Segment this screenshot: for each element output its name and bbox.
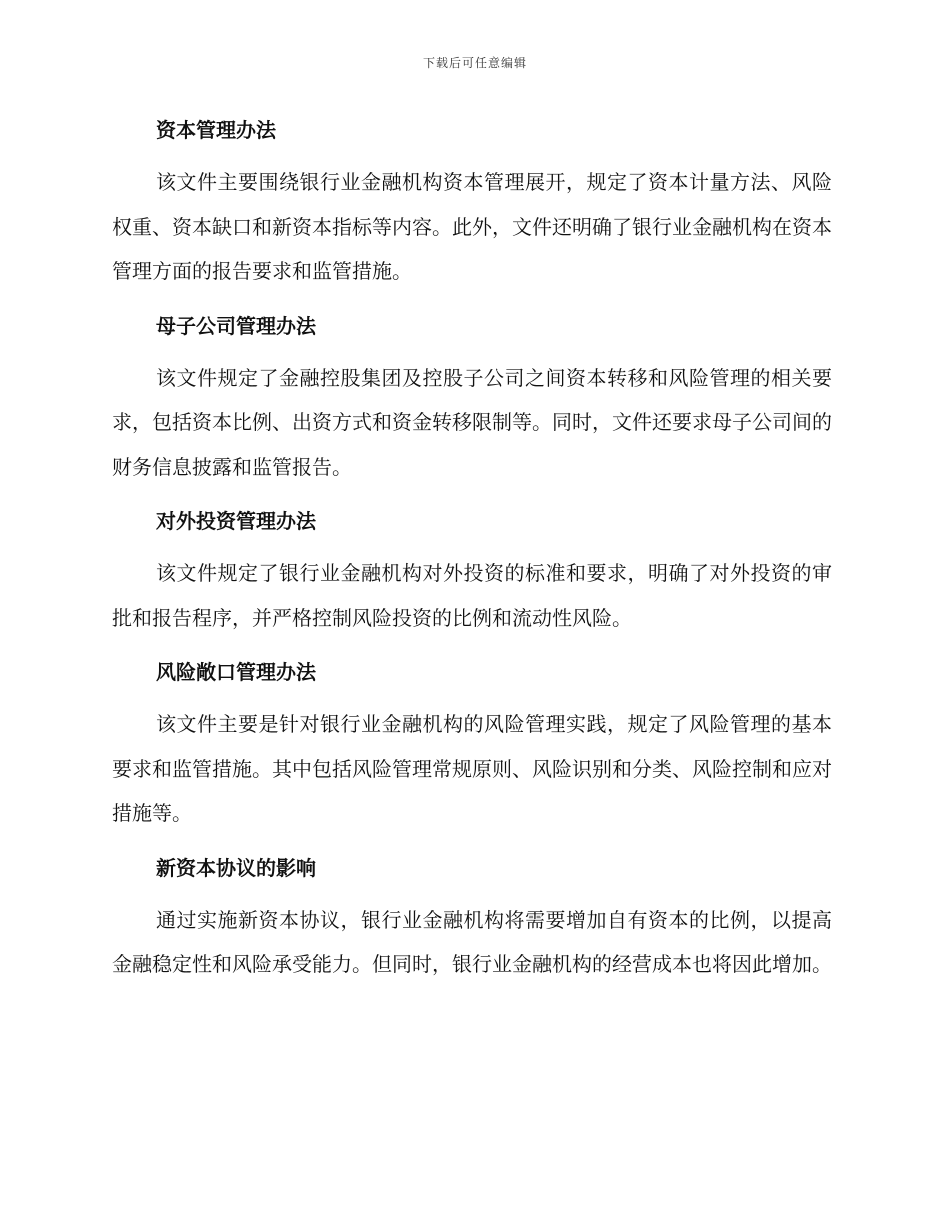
section-paragraph: 该文件规定了金融控股集团及控股子公司之间资本转移和风险管理的相关要求，包括资本比例、出资方式和资金转移限制等。同时，文件还要求母子公司间的财务信息披露和监管报告。 — [112, 365, 832, 479]
section-risk-exposure-management — [112, 650, 832, 836]
section-paragraph: 该文件主要围绕银行业金融机构资本管理展开，规定了资本计量方法、风险权重、资本缺口和新资本指标等内容。此外，文件还明确了银行业金融机构在资本管理方面的报告要求和监管措施。 — [112, 170, 832, 283]
section-external-investment-management — [112, 499, 832, 640]
section-paragraph: 通过实施新资本协议，银行业金融机构将需要增加自有资本的比例，以提高金融稳定性和风险承受能力。但同时，银行业金融机构的经营成本也将因此增加。 — [112, 907, 832, 976]
document-body — [112, 108, 832, 997]
section-heading: 风险敞口管理办法 — [156, 660, 316, 684]
section-capital-management — [112, 108, 832, 294]
section-paragraph: 该文件主要是针对银行业金融机构的风险管理实践，规定了风险管理的基本要求和监管措施。其中包括风险管理常规原则、风险识别和分类、风险控制和应对措施等。 — [112, 712, 832, 825]
section-heading: 对外投资管理办法 — [156, 509, 316, 533]
section-heading: 新资本协议的影响 — [156, 855, 316, 880]
page-header: 下载后可任意编辑 — [422, 56, 527, 70]
section-paragraph: 该文件规定了银行业金融机构对外投资的标准和要求，明确了对外投资的审批和报告程序，并严格控制风险投资的比例和流动性风险。 — [112, 561, 832, 630]
section-heading: 母子公司管理办法 — [156, 313, 316, 338]
section-heading: 资本管理办法 — [156, 118, 276, 142]
section-new-capital-accord-impact — [112, 846, 832, 987]
section-parent-subsidiary-management — [112, 304, 832, 490]
